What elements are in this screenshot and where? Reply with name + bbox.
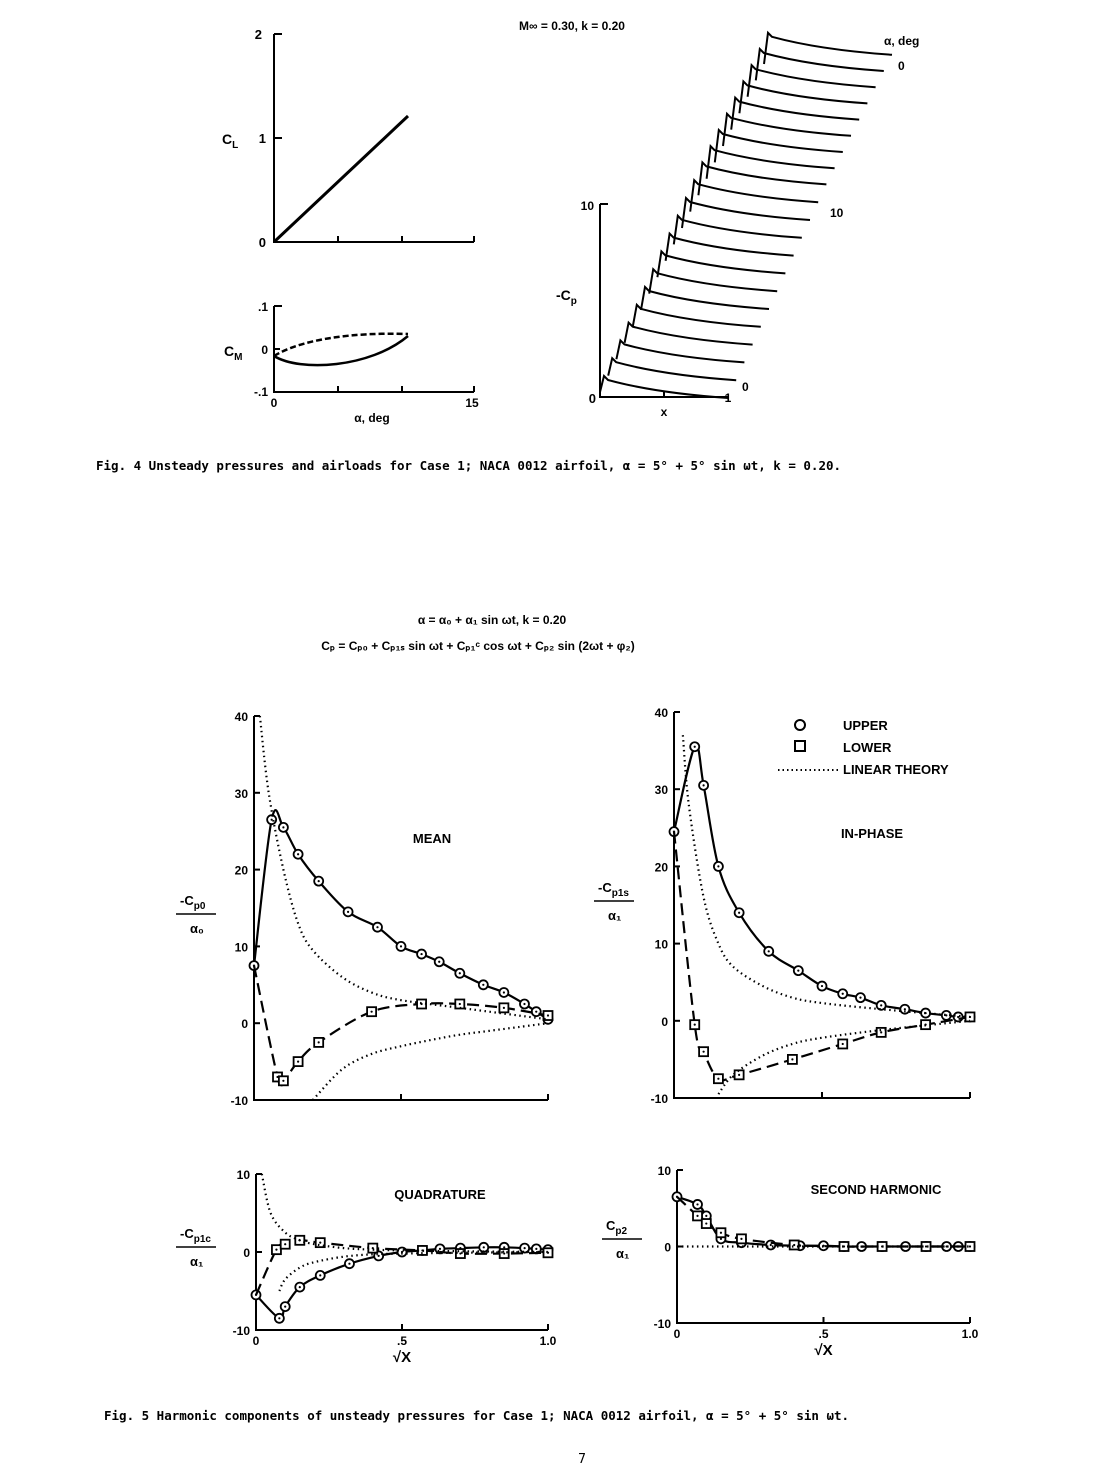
- upper-point-dot: [703, 784, 705, 786]
- upper-point-dot: [284, 1306, 286, 1308]
- cp-stack-curve: [682, 198, 810, 228]
- cl-plot: [274, 34, 474, 242]
- upper-point-dot: [318, 880, 320, 882]
- cp-stack-curve: [657, 251, 785, 277]
- cl-tick-1: 1: [258, 131, 266, 146]
- cp-xlabel: x: [660, 405, 668, 419]
- y-tick-label: 30: [654, 783, 668, 798]
- upper-point-dot: [696, 1203, 698, 1205]
- lower-point-dot: [547, 1014, 549, 1016]
- y-tick-label: 10: [236, 1168, 250, 1182]
- x-axis-label: √X: [392, 1349, 412, 1366]
- lower-point-dot: [275, 1249, 277, 1251]
- lower-point-dot: [371, 1011, 373, 1013]
- fig5-panels: [176, 706, 979, 1366]
- y-label-numerator: $-C_{p1s}$: [598, 880, 629, 899]
- upper-point-dot: [420, 953, 422, 955]
- lower-point-dot: [319, 1242, 321, 1244]
- x-axis-label: √X: [814, 1342, 833, 1359]
- y-tick-label: -10: [230, 1094, 248, 1108]
- lower-point-dot: [694, 1024, 696, 1026]
- cl-tick-0: 0: [258, 235, 266, 250]
- upper-point-dot: [738, 912, 740, 914]
- cp-stack-curve: [616, 340, 744, 362]
- cp-plot: [600, 204, 728, 397]
- upper-point-dot: [299, 1286, 301, 1288]
- upper-point-dot: [524, 1247, 526, 1249]
- cp-stack-curve: [739, 81, 867, 113]
- cp-stack-curve: [666, 234, 794, 261]
- panel-mean: [176, 710, 553, 1108]
- x-tick-label: 0: [252, 1334, 260, 1348]
- legend-lower-marker: [795, 741, 805, 751]
- y-tick-label: 20: [654, 860, 668, 875]
- cp-stack-curve: [625, 323, 753, 345]
- cl-tick-2: 2: [254, 27, 262, 42]
- upper-point-dot: [282, 826, 284, 828]
- upper-point-dot: [535, 1248, 537, 1250]
- upper-series-line: [674, 745, 970, 1017]
- cm-tick-pos: .1: [257, 300, 268, 314]
- panel-title: SECOND HARMONIC: [810, 1182, 942, 1197]
- fig5-caption: Fig. 5 Harmonic components of unsteady pressures for Case 1; NACA 0012 airfoil, α = 5° + 5° sin ωt.: [104, 1408, 850, 1423]
- cp-stack-curve: [723, 114, 851, 146]
- upper-point-dot: [459, 972, 461, 974]
- upper-point-dot: [439, 1248, 441, 1250]
- upper-point-dot: [347, 911, 349, 913]
- upper-point-dot: [278, 1317, 280, 1319]
- lower-point-dot: [738, 1074, 740, 1076]
- upper-point-dot: [503, 1246, 505, 1248]
- upper-point-dot: [523, 1003, 525, 1005]
- cp-stack-curve: [698, 162, 826, 195]
- linear-theory-line: [683, 735, 970, 1017]
- cp-stack-curve: [633, 305, 761, 327]
- fig5-equation-1: α = α₀ + α₁ sin ωt, k = 0.20: [417, 613, 567, 627]
- upper-point-dot: [904, 1008, 906, 1010]
- y-tick-label: 40: [654, 706, 668, 720]
- upper-point-dot: [297, 853, 299, 855]
- lower-series-line: [254, 966, 548, 1088]
- upper-point-dot: [482, 984, 484, 986]
- y-tick-label: -10: [232, 1324, 250, 1338]
- cp-stack-curve: [674, 216, 802, 245]
- panel-quad: [176, 1168, 557, 1366]
- cp-axis-label: $-C_p$: [556, 287, 577, 307]
- cm-axis-label: $C_M$: [224, 343, 243, 363]
- stack-label-mid: 10: [830, 206, 844, 220]
- upper-point-dot: [770, 1244, 772, 1246]
- y-tick-label: 0: [243, 1246, 250, 1260]
- lower-point-dot: [503, 1007, 505, 1009]
- cm-loop-lower: [274, 336, 408, 365]
- panel-title: QUADRATURE: [394, 1187, 486, 1202]
- cp-tick-0: 0: [588, 391, 596, 406]
- y-tick-label: -10: [650, 1092, 668, 1106]
- legend-lower-label: LOWER: [843, 740, 892, 755]
- lower-point-dot: [720, 1232, 722, 1234]
- upper-point-dot: [880, 1004, 882, 1006]
- lower-point-dot: [297, 1061, 299, 1063]
- y-tick-label: 30: [234, 786, 248, 801]
- cp-stack-curve: [756, 49, 884, 80]
- cp-stack-curve: [649, 269, 777, 293]
- x-tick-label: .5: [818, 1327, 829, 1341]
- cp-tick-10: 10: [580, 199, 594, 213]
- cp-stack-curve: [608, 358, 736, 380]
- lower-point-dot: [705, 1222, 707, 1224]
- legend: [778, 718, 949, 777]
- y-tick-label: 10: [654, 937, 668, 952]
- lower-point-dot: [284, 1243, 286, 1245]
- page-number: 7: [578, 1452, 586, 1466]
- fig5-equation-2: Cₚ = Cₚ₀ + Cₚ₁ₛ sin ωt + Cₚ₁ᶜ cos ωt + Cₚ₂ sin (2ωt + φ₂): [321, 639, 635, 653]
- lower-point-dot: [740, 1238, 742, 1240]
- y-label-denominator: α₁: [616, 1246, 630, 1261]
- cm-loop-upper: [274, 334, 408, 356]
- legend-upper-label: UPPER: [843, 718, 888, 733]
- upper-point-dot: [797, 970, 799, 972]
- y-label-denominator: α₀: [190, 921, 204, 936]
- cp-stack-curve: [731, 98, 859, 130]
- lower-point-dot: [717, 1078, 719, 1080]
- upper-point-dot: [705, 1215, 707, 1217]
- upper-point-dot: [859, 997, 861, 999]
- y-tick-label: 0: [664, 1240, 671, 1255]
- cp-stack-curves: [600, 33, 892, 398]
- lower-point-dot: [842, 1043, 844, 1045]
- cp-stack-curve: [764, 33, 892, 64]
- upper-point-dot: [535, 1011, 537, 1013]
- fig4-caption: Fig. 4 Unsteady pressures and airloads for Case 1; NACA 0012 airfoil, α = 5° + 5° sin ωt, k = 0.20.: [96, 458, 842, 473]
- x-tick-label: .5: [396, 1334, 408, 1348]
- panel-title: IN-PHASE: [840, 826, 904, 841]
- y-label-denominator: α₁: [608, 908, 622, 923]
- stack-label-top: 0: [898, 59, 905, 73]
- cl-line: [274, 116, 408, 242]
- lower-point-dot: [793, 1244, 795, 1246]
- y-label-numerator: $C_{p2}$: [606, 1218, 628, 1237]
- cm-xtick-15: 15: [465, 396, 479, 410]
- upper-point-dot: [348, 1263, 350, 1265]
- cp-stack-curve: [707, 146, 835, 179]
- y-tick-label: 0: [241, 1017, 248, 1032]
- legend-upper-marker: [795, 720, 805, 730]
- cm-plot: [274, 306, 474, 392]
- lower-point-dot: [282, 1080, 284, 1082]
- y-tick-label: 40: [234, 710, 248, 724]
- upper-point-dot: [483, 1246, 485, 1248]
- upper-point-dot: [717, 865, 719, 867]
- upper-point-dot: [768, 950, 770, 952]
- lower-point-dot: [459, 1003, 461, 1005]
- panel-second: [602, 1164, 979, 1359]
- cm-tick-neg: -.1: [253, 385, 268, 399]
- cm-xtick-0: 0: [270, 396, 278, 410]
- upper-point-dot: [503, 991, 505, 993]
- y-tick-label: 0: [661, 1014, 668, 1029]
- x-tick-label: 1.0: [539, 1334, 557, 1348]
- fig4-header: M∞ = 0.30, k = 0.20: [519, 19, 625, 33]
- linear-theory-line: [718, 1021, 970, 1094]
- lower-point-dot: [791, 1058, 793, 1060]
- y-label-denominator: α₁: [190, 1254, 204, 1269]
- y-label-numerator: $-C_{p1c}$: [180, 1226, 211, 1245]
- cl-axis-label: $C_L$: [222, 131, 239, 151]
- x-tick-label: 1.0: [961, 1327, 979, 1341]
- upper-point-dot: [821, 985, 823, 987]
- cp-stack-curve: [715, 130, 843, 162]
- upper-point-dot: [319, 1274, 321, 1276]
- cp-xtick-1: 1: [724, 391, 732, 405]
- y-tick-label: 10: [657, 1164, 671, 1178]
- cm-tick-0: 0: [261, 343, 268, 357]
- upper-point-dot: [376, 926, 378, 928]
- lower-point-dot: [969, 1245, 971, 1247]
- stack-alpha-label: α, deg: [884, 34, 920, 48]
- lower-point-dot: [703, 1051, 705, 1053]
- lower-point-dot: [318, 1041, 320, 1043]
- upper-point-dot: [842, 993, 844, 995]
- y-tick-label: -10: [653, 1317, 671, 1331]
- panel-axes: [254, 716, 548, 1100]
- upper-point-dot: [957, 1016, 959, 1018]
- lower-point-dot: [696, 1215, 698, 1217]
- cp-stack-curve: [748, 65, 876, 97]
- cm-xlabel: α, deg: [354, 411, 390, 425]
- upper-point-dot: [694, 746, 696, 748]
- legend-linear-label: LINEAR THEORY: [843, 762, 949, 777]
- y-tick-label: 10: [234, 940, 248, 955]
- stack-label-bottom: 0: [742, 380, 749, 394]
- upper-point-dot: [400, 945, 402, 947]
- linear-theory-line: [313, 1023, 548, 1100]
- cp-stack-curve: [641, 287, 769, 310]
- upper-point-dot: [438, 961, 440, 963]
- y-label-numerator: $-C_{p0}$: [180, 893, 206, 912]
- lower-point-dot: [880, 1031, 882, 1033]
- lower-point-dot: [925, 1245, 927, 1247]
- linear-theory-line: [260, 716, 548, 1019]
- panel-title: MEAN: [412, 831, 452, 846]
- x-tick-label: 0: [673, 1327, 681, 1341]
- y-tick-label: 20: [234, 863, 248, 878]
- lower-point-dot: [503, 1252, 505, 1254]
